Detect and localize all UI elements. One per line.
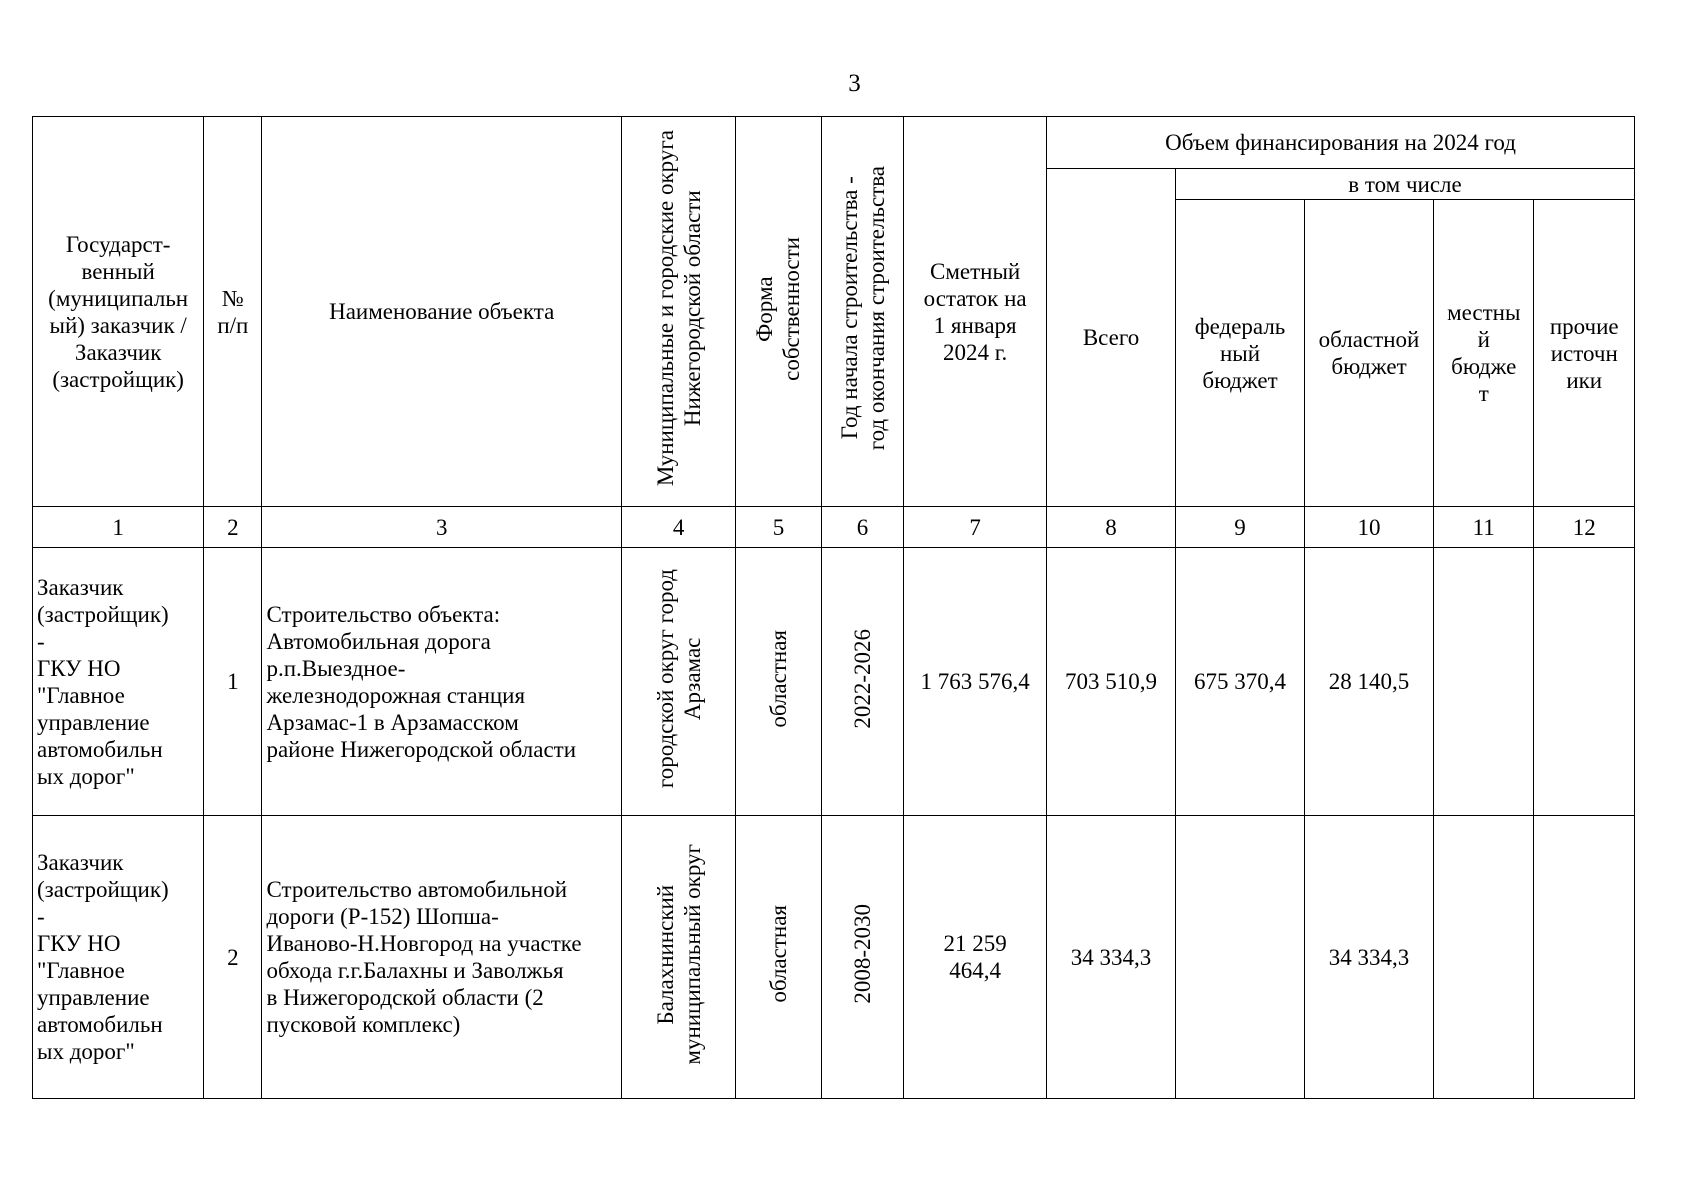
cell-estimate: 21 259 464,4 (904, 816, 1047, 1099)
column-number: 9 (1176, 507, 1305, 548)
cell-object-name: Строительство объекта: Автомобильная дорога р.п.Выездное- железнодорожная станция Арзамас-1 в Арзамасском районе Нижегородской области (262, 548, 622, 816)
cell-customer: Заказчик (застройщик) - ГКУ НО "Главное управление автомобильн ых дорог" (33, 548, 204, 816)
header-ownership: Форма собственности (736, 117, 822, 507)
column-number: 2 (204, 507, 262, 548)
header-local: местны й бюдже т (1434, 200, 1534, 507)
cell-other (1534, 548, 1635, 816)
cell-num: 2 (204, 816, 262, 1099)
table-row (33, 548, 1635, 816)
header-municipality: Муниципальные и городские округа Нижегородской области (621, 117, 735, 507)
cell-total: 34 334,3 (1047, 816, 1176, 1099)
header-estimate: Сметный остаток на 1 января 2024 г. (904, 117, 1047, 507)
cell-federal: 675 370,4 (1176, 548, 1305, 816)
table-row (33, 816, 1635, 1099)
header-object-name: Наименование объекта (262, 117, 622, 507)
column-number: 6 (821, 507, 903, 548)
cell-municipality: Балахнинский муниципальный округ (621, 816, 735, 1099)
cell-other (1534, 816, 1635, 1099)
column-number: 12 (1534, 507, 1635, 548)
page-number: 3 (848, 70, 861, 97)
column-number: 3 (262, 507, 622, 548)
column-number: 10 (1305, 507, 1434, 548)
header-num: № п/п (204, 117, 262, 507)
header-years: Год начала строительства - год окончания строительства (821, 117, 903, 507)
cell-local (1434, 816, 1534, 1099)
column-number: 11 (1434, 507, 1534, 548)
column-number: 4 (621, 507, 735, 548)
cell-municipality: городской округ город Арзамас (621, 548, 735, 816)
header-row (33, 117, 1635, 169)
column-number-row (33, 507, 1635, 548)
column-number: 8 (1047, 507, 1176, 548)
cell-num: 1 (204, 548, 262, 816)
cell-ownership: областная (736, 548, 822, 816)
cell-regional: 34 334,3 (1305, 816, 1434, 1099)
cell-object-name: Строительство автомобильной дороги (Р-152) Шопша- Иваново-Н.Новгород на участке обхода г.г.Балахны и Заволжья в Нижегородской области (2 пусковой комплекс) (262, 816, 622, 1099)
cell-customer: Заказчик (застройщик) - ГКУ НО "Главное управление автомобильн ых дорог" (33, 816, 204, 1099)
cell-ownership: областная (736, 816, 822, 1099)
cell-total: 703 510,9 (1047, 548, 1176, 816)
column-number: 1 (33, 507, 204, 548)
cell-federal (1176, 816, 1305, 1099)
column-number: 5 (736, 507, 822, 548)
financing-table (32, 116, 1635, 1099)
cell-local (1434, 548, 1534, 816)
header-total: Всего (1047, 169, 1176, 507)
header-funding-group: Объем финансирования на 2024 год (1047, 117, 1635, 169)
header-customer: Государст- венный (муниципальн ый) заказчик / Заказчик (застройщик) (33, 117, 204, 507)
header-other: прочие источн ики (1534, 200, 1635, 507)
cell-years: 2008-2030 (821, 816, 903, 1099)
header-including: в том числе (1176, 169, 1635, 200)
header-federal: федераль ный бюджет (1176, 200, 1305, 507)
cell-regional: 28 140,5 (1305, 548, 1434, 816)
cell-years: 2022-2026 (821, 548, 903, 816)
header-regional: областной бюджет (1305, 200, 1434, 507)
column-number: 7 (904, 507, 1047, 548)
cell-estimate: 1 763 576,4 (904, 548, 1047, 816)
